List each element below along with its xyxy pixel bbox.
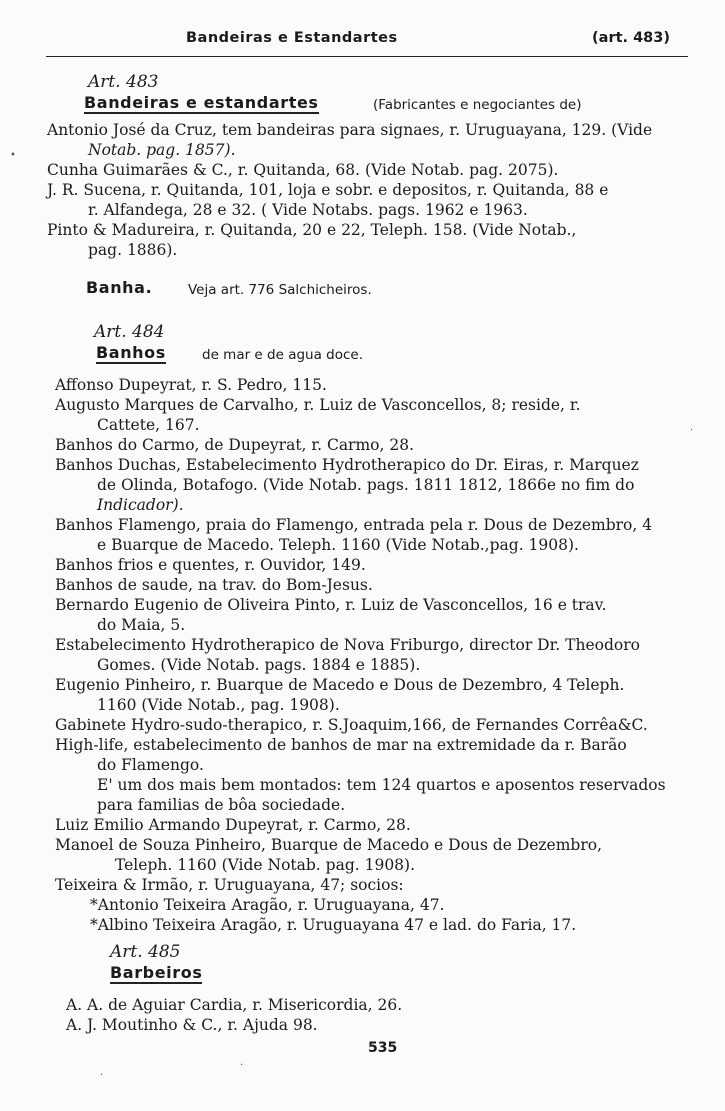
header-title: Bandeiras e Estandartes bbox=[186, 30, 398, 46]
entry-line: Antonio José da Cruz, tem bandeiras para signaes, r. Uruguayana, 129. (Vide bbox=[47, 121, 653, 139]
entry-line: 1160 (Vide Notab., pag. 1908). bbox=[97, 696, 340, 714]
entry-line: Teleph. 1160 (Vide Notab. pag. 1908). bbox=[115, 856, 416, 874]
header-article-ref: (art. 483) bbox=[592, 30, 670, 46]
section-heading-note: (Fabricantes e negociantes de) bbox=[373, 97, 582, 113]
page-number: 535 bbox=[368, 1040, 398, 1056]
entry-line: Cunha Guimarães & C., r. Quitanda, 68. (Vide Notab. pag. 2075). bbox=[47, 161, 559, 179]
section-heading: Banhos bbox=[96, 343, 166, 362]
entry-line: Gomes. (Vide Notab. pags. 1884 e 1885). bbox=[97, 656, 421, 674]
section-heading-note: de mar e de agua doce. bbox=[202, 347, 364, 363]
scan-speck: · bbox=[100, 1070, 104, 1081]
entry-line: Indicador). bbox=[97, 496, 184, 514]
article-number: Art. 485 bbox=[110, 942, 181, 962]
entry-line: Bernardo Eugenio de Oliveira Pinto, r. Luiz de Vasconcellos, 16 e trav. bbox=[55, 596, 607, 614]
entry-line: do Flamengo. bbox=[97, 756, 204, 774]
entry-line: Manoel de Souza Pinheiro, Buarque de Macedo e Dous de Dezembro, bbox=[55, 836, 603, 854]
entry-line: r. Alfandega, 28 e 32. ( Vide Notabs. pags. 1962 e 1963. bbox=[88, 201, 528, 219]
entry-line: Banhos do Carmo, de Dupeyrat, r. Carmo, 28. bbox=[55, 436, 415, 454]
section-heading: Barbeiros bbox=[110, 963, 203, 982]
entry-line: para familias de bôa sociedade. bbox=[97, 796, 346, 814]
entry-line: Gabinete Hydro-sudo-therapico, r. S.Joaquim,166, de Fernandes Corrêa&C. bbox=[55, 716, 648, 734]
cross-reference: Veja art. 776 Salchicheiros. bbox=[188, 282, 372, 298]
entry-line: A. J. Moutinho & C., r. Ajuda 98. bbox=[66, 1016, 318, 1034]
entry-line: e Buarque de Macedo. Teleph. 1160 (Vide Notab.,pag. 1908). bbox=[97, 536, 579, 554]
entry-line: do Maia, 5. bbox=[97, 616, 186, 634]
entry-line: Teixeira & Irmão, r. Uruguayana, 47; socios: bbox=[55, 876, 404, 894]
scan-speck: · bbox=[690, 425, 694, 436]
entry-line: *Antonio Teixeira Aragão, r. Uruguayana, 47. bbox=[90, 896, 445, 914]
entry-line: Augusto Marques de Carvalho, r. Luiz de Vasconcellos, 8; reside, r. bbox=[55, 396, 581, 414]
section-heading: Banha. bbox=[86, 278, 153, 297]
entry-line: Estabelecimento Hydrotherapico de Nova Friburgo, director Dr. Theodoro bbox=[55, 636, 640, 654]
entry-line: Banhos Duchas, Estabelecimento Hydrotherapico do Dr. Eiras, r. Marquez bbox=[55, 456, 639, 474]
entry-line: A. A. de Aguiar Cardia, r. Misericordia, 26. bbox=[66, 996, 403, 1014]
entry-line: Pinto & Madureira, r. Quitanda, 20 e 22, Teleph. 158. (Vide Notab., bbox=[47, 221, 577, 239]
entry-line: Banhos de saude, na trav. do Bom-Jesus. bbox=[55, 576, 373, 594]
entry-line: Affonso Dupeyrat, r. S. Pedro, 115. bbox=[55, 376, 327, 394]
article-number: Art. 484 bbox=[94, 322, 165, 342]
scan-speck: · bbox=[240, 1060, 244, 1071]
entry-line: High-life, estabelecimento de banhos de mar na extremidade da r. Barão bbox=[55, 736, 627, 754]
entry-line: Banhos frios e quentes, r. Ouvidor, 149. bbox=[55, 556, 366, 574]
entry-line: Banhos Flamengo, praia do Flamengo, entrada pela r. Dous de Dezembro, 4 bbox=[55, 516, 653, 534]
entry-line: *Albino Teixeira Aragão, r. Uruguayana 47 e lad. do Faria, 17. bbox=[90, 916, 577, 934]
entry-line: Eugenio Pinheiro, r. Buarque de Macedo e Dous de Dezembro, 4 Teleph. bbox=[55, 676, 625, 694]
entry-line: Notab. pag. 1857). bbox=[88, 141, 236, 159]
entry-line: Luiz Emilio Armando Dupeyrat, r. Carmo, 28. bbox=[55, 816, 411, 834]
entry-line: E' um dos mais bem montados: tem 124 quartos e aposentos reservados bbox=[97, 776, 666, 794]
entry-line: Cattete, 167. bbox=[97, 416, 200, 434]
entry-line: J. R. Sucena, r. Quitanda, 101, loja e sobr. e depositos, r. Quitanda, 88 e bbox=[47, 181, 609, 199]
article-number: Art. 483 bbox=[88, 72, 159, 92]
section-heading: Bandeiras e estandartes bbox=[84, 93, 319, 112]
entry-line: pag. 1886). bbox=[88, 241, 178, 259]
entry-line: de Olinda, Botafogo. (Vide Notab. pags. 1811 1812, 1866e no fim do bbox=[97, 476, 635, 494]
scan-speck: • bbox=[10, 150, 16, 161]
running-header bbox=[46, 30, 688, 57]
